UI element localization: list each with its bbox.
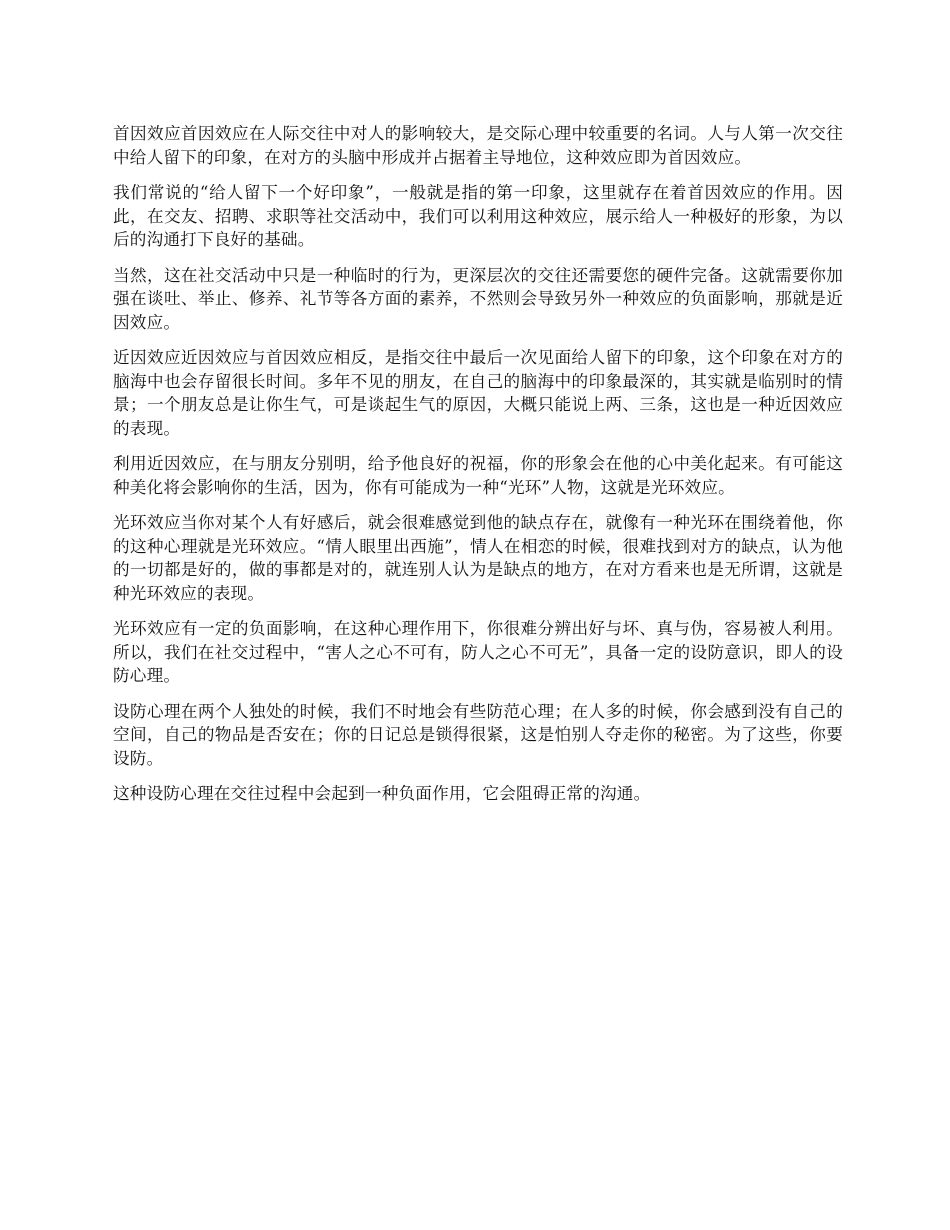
paragraph-4: 近因效应近因效应与首因效应相反，是指交往中最后一次见面给人留下的印象，这个印象在对方的脑海中也会存留很长时间。多年不见的朋友，在自己的脑海中的印象最深的，其实就是临别时的情景；一个朋友总是让你生气，可是谈起生气的原因，大概只能说上两、三条，这也是一种近因效应的表现。 <box>113 348 843 438</box>
paragraph-9: 这种设防心理在交往过程中会起到一种负面作用，它会阻碍正常的沟通。 <box>113 784 651 803</box>
paragraph-3: 当然，这在社交活动中只是一种临时的行为，更深层次的交往还需要您的硬件完备。这就需要你加强在谈吐、举止、修养、礼节等各方面的素养，不然则会导致另外一种效应的负面影响，那就是近因效应。 <box>113 265 843 332</box>
document-body <box>113 122 843 818</box>
paragraph-1: 首因效应首因效应在人际交往中对人的影响较大，是交际心理中较重要的名词。人与人第一次交往中给人留下的印象，在对方的头脑中形成并占据着主导地位，这种效应即为首因效应。 <box>113 124 843 167</box>
paragraph-8: 设防心理在两个人独处的时候，我们不时地会有些防范心理；在人多的时候，你会感到没有自己的空间，自己的物品是否安在；你的日记总是锁得很紧，这是怕别人夺走你的秘密。为了这些，你要设防。 <box>113 701 843 768</box>
paragraph-5: 利用近因效应，在与朋友分别明，给予他良好的祝福，你的形象会在他的心中美化起来。有可能这种美化将会影响你的生活，因为，你有可能成为一种“光环”人物，这就是光环效应。 <box>113 454 843 497</box>
paragraph-7: 光环效应有一定的负面影响，在这种心理作用下，你很难分辨出好与坏、真与伪，容易被人利用。所以，我们在社交过程中，“害人之心不可有，防人之心不可无”，具备一定的设防意识，即人的设防心理。 <box>113 619 843 685</box>
paragraph-6: 光环效应当你对某个人有好感后，就会很难感觉到他的缺点存在，就像有一种光环在围绕着他，你的这种心理就是光环效应。“情人眼里出西施”，情人在相恋的时候，很难找到对方的缺点，认为他的一切都是好的，做的事都是对的，就连别人认为是缺点的地方，在对方看来也是无所谓，这就是种光环效应的表现。 <box>113 513 843 603</box>
paragraph-2: 我们常说的“给人留下一个好印象”，一般就是指的第一印象，这里就存在着首因效应的作用。因此，在交友、招聘、求职等社交活动中，我们可以利用这种效应，展示给人一种极好的形象，为以后的沟通打下良好的基础。 <box>113 183 843 249</box>
